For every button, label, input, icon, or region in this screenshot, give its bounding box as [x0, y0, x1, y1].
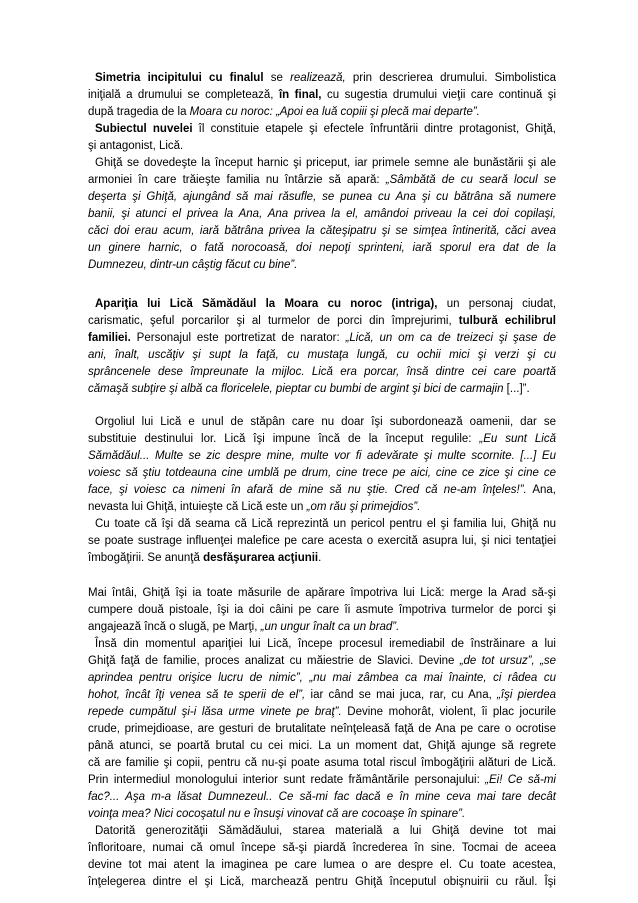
paragraph-generosity [88, 823, 556, 891]
text-line [88, 653, 556, 670]
text-line [88, 619, 556, 636]
italic-text: „Ei! Ce să-mi [485, 774, 556, 786]
paragraph-subject [88, 121, 556, 155]
text-line [88, 602, 556, 619]
text-run: angajează încă o slugă, pe Marţi, [88, 621, 261, 633]
text-run: nevasta lui Ghiţă, intuieşte că Lică este un [88, 501, 307, 513]
italic-text: repede cumpătul şi-i lăsa urme vinete pe braţ”. [88, 706, 342, 718]
italic-text: Moara cu noroc: „Apoi ea luă copiii şi plecă mai departe”. [189, 106, 480, 118]
text-run: Însă din momentul apariţiei lui Lică, începe procesul iremediabil de înstrăinare a lui [95, 638, 556, 650]
text-line [88, 533, 556, 550]
text-run: până atunci, se poartă brutal cu cei mici. La un moment dat, Ghiţă ajunge să regrete [88, 740, 556, 752]
paragraph-pride [88, 414, 556, 516]
section-intrigue [88, 296, 556, 398]
text-line [88, 789, 556, 806]
text-line [88, 823, 556, 840]
bold-text: tulbură echilibrul [458, 315, 556, 327]
section-incipit-and-exposition [88, 70, 556, 274]
text-run: Devine mohorât, violent, îi plac jocurile [341, 706, 556, 718]
italic-text: „Sâmbătă de cu seară locul se [385, 174, 556, 186]
text-run: Ana, [526, 484, 556, 496]
text-line [88, 721, 556, 738]
text-line [88, 806, 556, 823]
text-line [88, 414, 556, 431]
text-line [88, 585, 556, 602]
text-run: îl constituie etapele şi efectele înfruntării dintre protagonist, Ghiţă, [192, 123, 556, 135]
section-action-development [88, 585, 556, 891]
text-run: devine tot mai atent la imaginea pe care lumea o are despre el. Cu toate acestea, [88, 859, 556, 871]
text-line [88, 448, 556, 465]
text-line [88, 465, 556, 482]
text-line [88, 874, 556, 891]
text-line [88, 431, 556, 448]
italic-text: „Lică, un om ca de treizeci şi şase de [345, 332, 556, 344]
text-line [88, 172, 556, 189]
text-line [88, 687, 556, 704]
text-run: prin descrierea drumului. Simbolistica [345, 72, 556, 84]
bold-text: Simetria incipitului cu finalul [95, 72, 264, 84]
text-run: armoniei în care trăieşte familia nu întârzie să apară: [88, 174, 386, 186]
text-line [88, 772, 556, 789]
text-run: Ghiţă faţă de familie, proces analizat cu măiestrie de Slavici. Devine [88, 655, 460, 667]
bold-text: familiei. [88, 332, 131, 344]
text-run: şi antagonist, Lică. [88, 140, 184, 152]
text-run: înfloritoare, numai că omul începe să-şi piardă încrederea în sine. Tocmai de aceea [88, 842, 556, 854]
italic-text: deşerta şi Ghiţă, ajungând să mai răsufle, se punea cu Ana şi cu bătrâna să numere [88, 191, 556, 203]
text-line [88, 155, 556, 172]
italic-text: face, şi voiesc ca nimeni în afară de mine să nu ştie. Cred că ne-am înţeles!”. [88, 484, 527, 496]
text-line [88, 313, 556, 330]
text-run: Datorită generozităţii Sămădăului, starea materială a lui Ghiţă devine tot mai [95, 825, 556, 837]
italic-text: cămaşă subţire şi albă ca floricelele, pieptar cu bumbi de argint şi bici de carmajin [88, 383, 504, 395]
text-run: Personajul este portretizat de narator: [130, 332, 346, 344]
italic-text: Dumnezeu, dintr-un câştig făcut cu bine”. [88, 259, 298, 271]
italic-text: banii, şi atunci el privea la Ana, Ana privea la el, amândoi priveau la cei doi copilaşi, [88, 208, 556, 220]
italic-text: aprindea pentru orişice lucru de nimic”, „nu mai zâmbea ca mai înainte, ci râdea cu [88, 672, 556, 684]
text-run: se poate sustrage influenţei malefice pe care acesta o exercită asupra lui, şi nici tentaţiei [88, 535, 556, 547]
text-line [88, 857, 556, 874]
italic-text: Sămădăul... Multe se zic despre mine, multe vor fi adevărate şi multe scornite. [...] Eu [88, 450, 556, 462]
text-line [88, 670, 556, 687]
italic-text: voiesc să ştiu totdeauna cine umblă pe drum, cine trece pe aici, cine ce zice şi cine ce [88, 467, 556, 479]
text-line [88, 138, 556, 155]
text-line [88, 70, 556, 87]
text-line [88, 330, 556, 347]
text-run: crude, primejdioase, are gesturi de brutalitate neînţeleasă faţă de Ana pe care o ocrotise [88, 723, 556, 735]
paragraph-estrangement [88, 636, 556, 823]
text-line [88, 364, 556, 381]
text-run: Cu toate că îşi dă seama că Lică reprezintă un pericol pentru el şi familia lui, Ghiţă nu [95, 518, 556, 530]
italic-text: „de tot ursuz”, „se [459, 655, 556, 667]
italic-text: „Eu sunt Lică [479, 433, 556, 445]
text-line [88, 704, 556, 721]
text-run: se [263, 72, 291, 84]
section-lica-pride [88, 414, 556, 567]
italic-text: voinţa mea? Nici cocoşatul nu e însuşi vinovat că are cocoaşe în spinare”. [88, 808, 466, 820]
text-line [88, 223, 556, 240]
text-line [88, 499, 556, 516]
text-run: . [318, 552, 322, 564]
italic-text: ani, înalt, uscăţiv şi supt la faţă, cu mustaţa lungă, cu ochii mici şi verzi şi cu [88, 349, 556, 361]
text-line [88, 87, 556, 104]
text-run: înţelegerea dintre el şi Lică, marchează pentru Ghiţă începutul obişnuirii cu răul. Îşi [88, 876, 556, 888]
text-line [88, 189, 556, 206]
italic-text: hohot, încât îţi venea să te sperii de el”, [88, 689, 306, 701]
text-run: Mai întâi, Ghiţă îşi ia toate măsurile de apărare împotriva lui Lică: merge la Arad să-şi [88, 587, 556, 599]
bold-text: Subiectul nuvelei [95, 123, 193, 135]
bold-text: Apariţia lui Lică Sămădăul la Moara cu noroc (intriga), [95, 298, 438, 310]
text-line [88, 347, 556, 364]
italic-text: realizează, [290, 72, 346, 84]
text-line [88, 206, 556, 223]
text-run: că are familie şi copii, pentru că nu-şi poate asuma total riscul îmbogăţirii alături de Lică. [88, 757, 556, 769]
text-run: carismatic, şeful porcarilor şi al turmelor de porci din împrejurimi, [88, 315, 459, 327]
text-line [88, 257, 556, 274]
italic-text: „un ungur înalt ca un brad”. [260, 621, 400, 633]
text-run: Orgoliul lui Lică e unul de stăpân care nu doar îşi subordonează oamenii, dar se [95, 416, 556, 428]
text-line [88, 240, 556, 257]
bold-text: desfăşurarea acţiunii [203, 552, 319, 564]
text-line [88, 755, 556, 772]
text-line [88, 482, 556, 499]
paragraph-lica-appearance [88, 296, 556, 398]
text-run: după tragedia de la [88, 106, 190, 118]
paragraph-symmetry [88, 70, 556, 121]
text-line [88, 381, 556, 398]
text-line [88, 121, 556, 138]
text-run: iar când se mai juca, rar, cu Ana, [305, 689, 498, 701]
text-run: [...]”. [503, 383, 530, 395]
text-run: un personaj ciudat, [437, 298, 557, 310]
bold-text: în final, [278, 89, 322, 101]
text-run: cu sugestia drumului vieţii care continuă şi [321, 89, 557, 101]
text-run: Prin intermediul monologului interior sunt redate frământările personajului: [88, 774, 486, 786]
document-body [88, 70, 556, 891]
text-run: iniţială a drumului se completează, [88, 89, 279, 101]
italic-text: „om rău şi primejdios”. [306, 501, 421, 513]
text-line [88, 738, 556, 755]
italic-text: „îşi pierdea [497, 689, 556, 701]
paragraph-danger [88, 516, 556, 567]
text-run: substituie destinului lor. Lică îşi impune încă de la început regulile: [88, 433, 480, 445]
text-line [88, 104, 556, 121]
text-line [88, 550, 556, 567]
text-line [88, 636, 556, 653]
italic-text: fac?... Aşa m-a lăsat Dumnezeul.. Ce să-mi fac dacă e în mine ceva mai tare decât [88, 791, 556, 803]
text-line [88, 840, 556, 857]
paragraph-beginning [88, 155, 556, 274]
text-line [88, 516, 556, 533]
paragraph-defense-measures [88, 585, 556, 636]
text-run: Ghiţă se dovedeşte la început harnic şi priceput, iar primele semne ale bunăstării şi ale [95, 157, 556, 169]
italic-text: sprâncenele dese împreunate la mijloc. Lică era porcar, însă dintre cei care poartă [88, 366, 556, 378]
italic-text: căci doi erau acum, iară bătrâna privea la căteşipatru şi se simţea întinerită, căci avea [88, 225, 556, 237]
italic-text: un ginere harnic, o fată norocoasă, doi nepoţi sprinteni, iară sporul era dat de la [88, 242, 556, 254]
text-run: cumpere două pistoale, îşi ia doi câini pe care îi asmute împotriva turmelor de porci şi [88, 604, 556, 616]
text-run: îmbogăţirii. Se anunţă [88, 552, 204, 564]
text-line [88, 296, 556, 313]
